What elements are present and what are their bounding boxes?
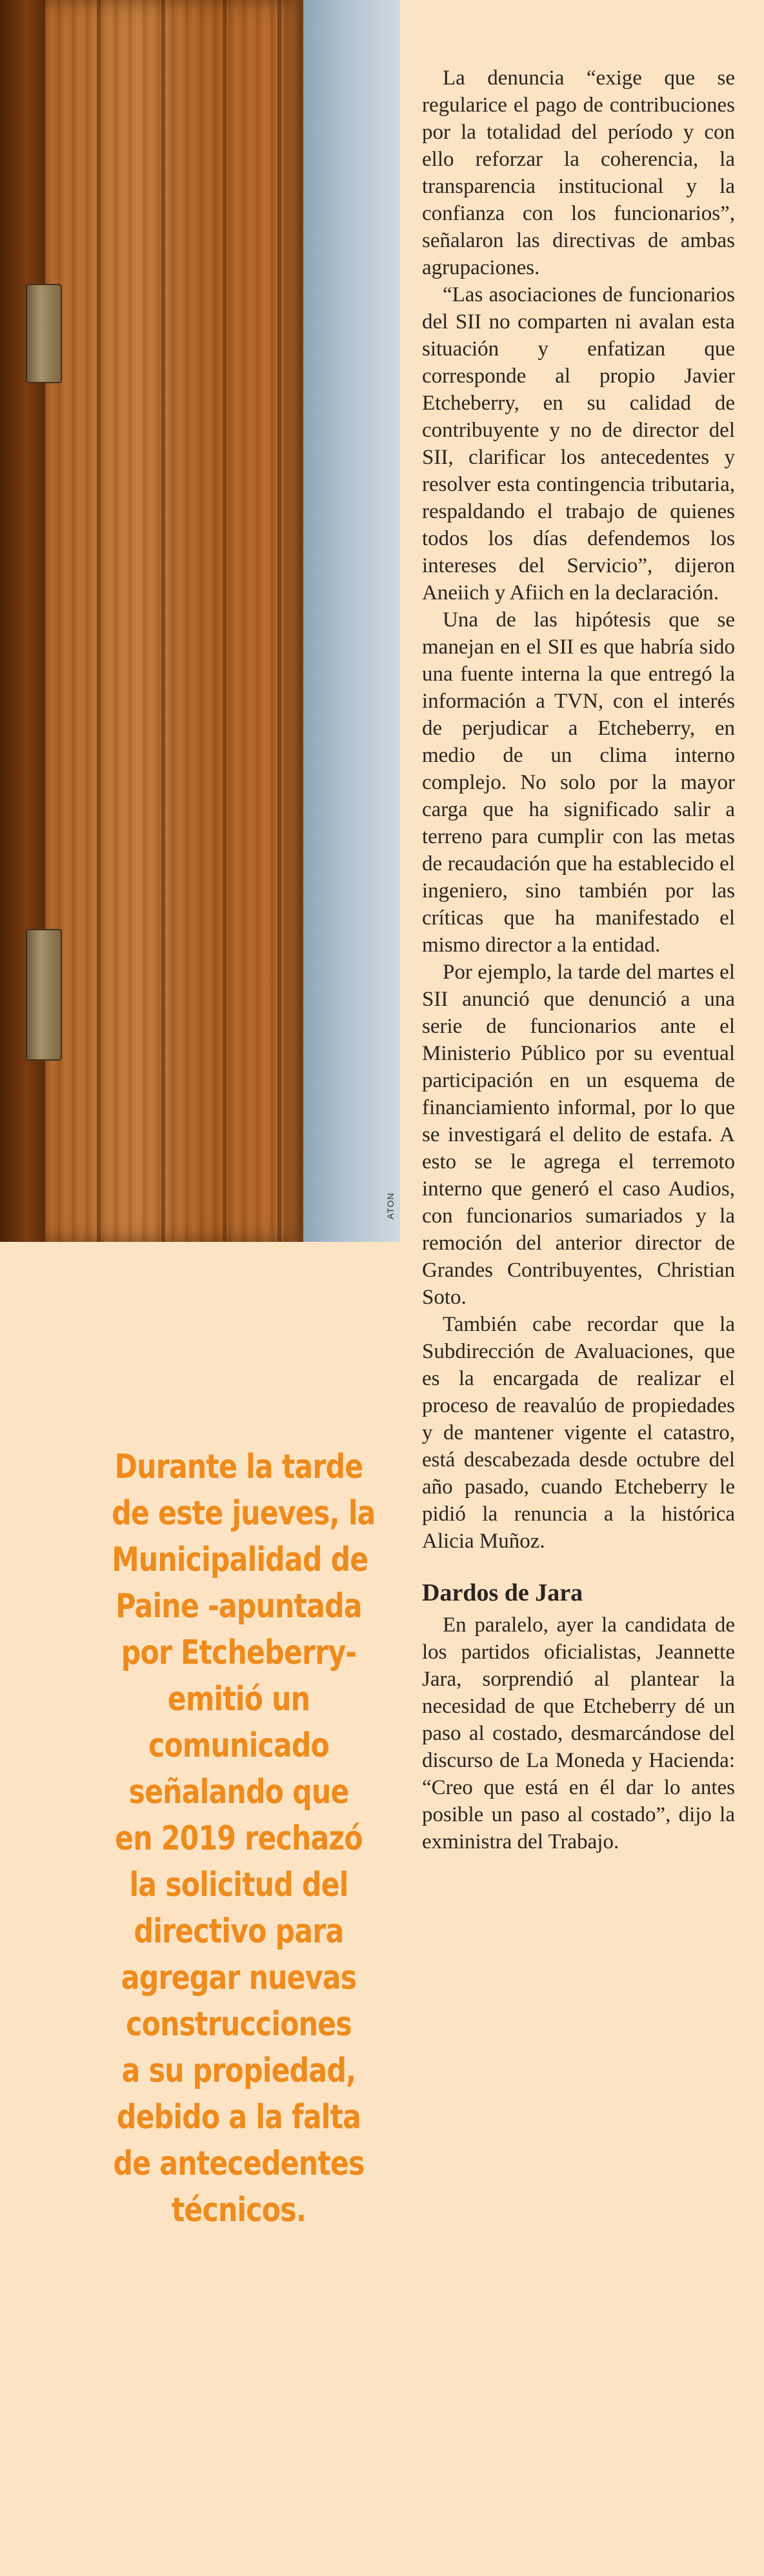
article-photo [0,0,400,1242]
article-paragraph: También cabe recordar que la Subdirección de Avaluaciones, que es la encargada de realizar el proceso de reavalúo de propiedades y de mantener vigente el catastro, está descabezada desde octubre del año pasado, cuando Etcheberry le pidió la renuncia a la histórica Alicia Muñoz. [422,1313,735,1553]
pull-quote-line: señalando que [128,1773,349,1812]
pull-quote-line: a su propiedad, [121,2052,356,2090]
door-plank-line [277,0,281,1242]
hinge-icon [26,929,62,1061]
article-paragraph: En paralelo, ayer la candidata de los partidos oficialistas, Jeannette Jara, sorprendió al plantear la necesidad de que Etcheberry dé un paso al costado, desmarcándose del discurso de La Moneda y Hacienda: “Creo que está en él dar lo antes posible un paso al costado”, dijo la exministra del Trabajo. [422,1613,735,1853]
article-body [422,65,735,1855]
pull-quote-line: comunicado [148,1726,330,1765]
pull-quote-line: por Etcheberry- [121,1633,357,1672]
door-plank-line [223,0,226,1242]
pull-quote-line: de antecedentes [113,2144,365,2183]
wall [303,0,400,1242]
pull-quote-line: la solicitud del [129,1866,348,1904]
pull-quote-line: debido a la falta [116,2098,361,2137]
door-plank-line [161,0,165,1242]
pull-quote-line: Durante la tarde [114,1448,363,1486]
pull-quote-line: técnicos. [171,2191,307,2230]
pull-quote-line: agregar nuevas [121,1959,357,1997]
photo-credit: ATON [385,1192,396,1219]
subheading: Dardos de Jara [422,1579,583,1606]
pull-quote-line: directivo para [134,1912,344,1951]
pull-quote-line: emitió un [167,1680,310,1719]
pull-quote-line: de este jueves, la [112,1494,376,1533]
pull-quote-line: en 2019 rechazó [115,1819,363,1858]
pull-quote-line: Paine -apuntada [116,1587,362,1626]
article-paragraph: Una de las hipótesis que se manejan en el SII es que habría sido una fuente interna la que entregó la información a TVN, con el interés de perjudicar a Etcheberry, en medio de un clima interno complejo. No solo por la mayor carga que ha significado salir a terreno para cumplir con las metas de recaudación que ha establecido el ingeniero, sino también por las críticas que ha manifestado el mismo director a la entidad. [422,608,735,957]
pull-quote-line: Municipalidad de [112,1541,368,1579]
hinge-icon [26,284,62,383]
pull-quote [112,1444,376,2233]
pull-quote-line: construcciones [126,2005,352,2044]
door-plank-line [97,0,101,1242]
article-paragraph: La denuncia “exige que se regularice el pago de contribuciones por la totalidad del período y con ello reforzar la coherencia, la transparencia institucional y la confianza con los funcionarios”, señalaron las directivas de ambas agrupaciones. [422,66,735,279]
article-paragraph: “Las asociaciones de funcionarios del SII no comparten ni avalan esta situación y enfatizan que corresponde al propio Javier Etcheberry, en su calidad de contribuyente y no de director del SII, clarificar los antecedentes y resolver esta contingencia tributaria, respaldando el trabajo de quienes todos los días defendemos los intereses del Servicio”, dijeron Aneiich y Afiich en la declaración. [422,283,735,604]
article-paragraph: Por ejemplo, la tarde del martes el SII anunció que denunció a una serie de funcionarios ante el Ministerio Público por su eventual participación en un esquema de financiamiento informal, por lo que se investigará el delito de estafa. A esto se le agrega el terremoto interno que generó el caso Audios, con funcionarios sumariados y la remoción del anterior director de Grandes Contribuyentes, Christian Soto. [422,961,735,1309]
